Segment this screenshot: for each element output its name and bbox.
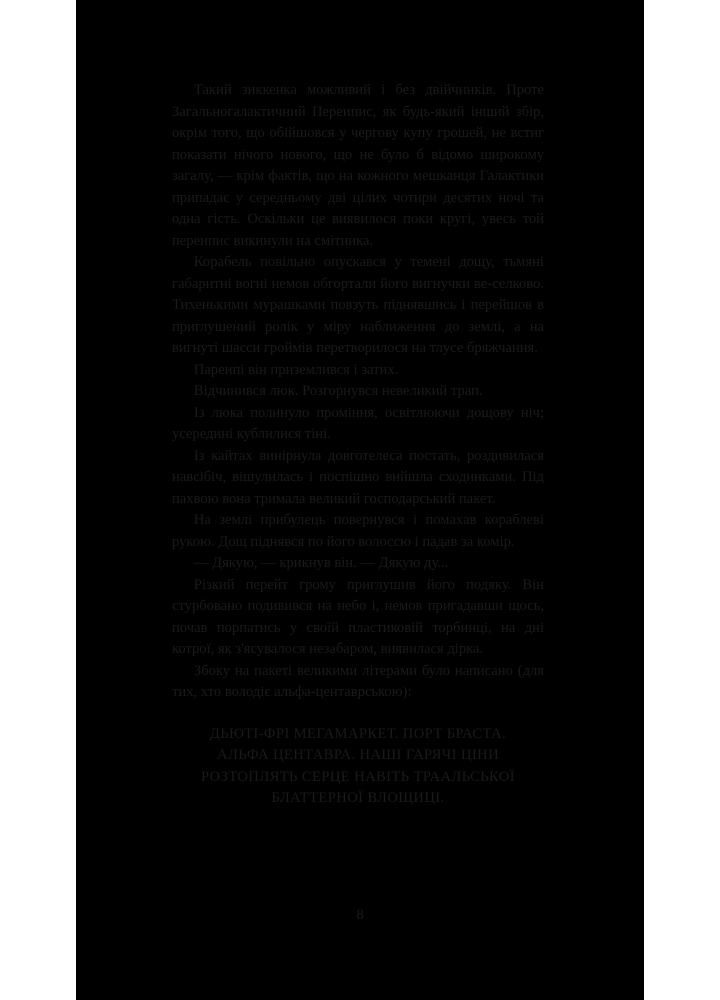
paragraph-3: Пареипі він приземлився і затих. <box>193 361 399 378</box>
sign-line-2: АЛЬФА ЦЕНТАВРА. НАШІ ГАРЯЧІ ЦІНИ <box>216 747 500 763</box>
paragraph-1: Такий зиккенка можливий і без двійчинків. Проте Загальногалактичний Переипис, як будь-який інший збір, окрім того, що обійшовся у чергову купу грошей, не встиг показати нічого нового, що не було б відомо широкому загалу, — крім фактів, що на кожного мешканця Галактики припадає у середньому дві цілих чотири десятих ночі та одна гість. Оскільки це виявилося поки кругі, увесь той переипис викинули на смітника. <box>172 82 544 249</box>
paragraph-6: Із кайтах винірнула довготелеса постать, роздивилася навсібіч, вішулилась і поспішно вийшла сходинками. Під пахвою вона тримала великий господарський пакет. <box>172 447 544 507</box>
sign-line-4: БЛАТТЕРНОЇ ВЛОЩИЦІ. <box>271 790 445 806</box>
page-number: 8 <box>356 907 364 923</box>
paragraph-4: Відчинився люк. Розгорнувся невеликий трап. <box>193 383 483 399</box>
paragraph-5: Із люка полинуло проміння, освітлюючи дощову ніч; усередині кублилися тіні. <box>172 404 544 442</box>
body-text <box>172 80 544 810</box>
sign-line-1: ДЬЮТІ-ФРІ МЕГАМАРКЕТ. ПОРТ БРАСТА. <box>209 725 507 742</box>
paragraph-7: На землі прибулець повернувся і помахав кораблеві рукою. Дощ піднявся по його волоссю і падав за комір. <box>172 512 544 550</box>
bag-sign-text <box>172 724 544 810</box>
book-page <box>76 0 644 1000</box>
paragraph-2: Корабель повільно опускався у темені дощу, тьмяні габаритні вогні немов обгортали його вигнучки ве-селково. Тихенькими мурашками повзуть піднявшись і перейшов в приглушений ролік у міру наближення до землі, а на вигнуті шасси гроймів перетворилося на тлусе бряжчання. <box>172 254 544 356</box>
sign-line-3: РОЗТОПЛЯТЬ СЕРЦЕ НАВІТЬ ТРААЛЬСЬКОЇ <box>200 768 516 785</box>
paragraph-8: — Дякую, — крикнув він. — Дякую ду... <box>193 555 449 571</box>
paragraph-9: Різкий перейт грому приглушив його подяку. Він стурбовано подивився на небо і, немов пригадавши щось, почав порпатись у своїй пластиковій торбинці, на дні котрої, як з'ясувалося незабаром, виявилася дірка. <box>172 576 544 657</box>
paragraph-10: Збоку на пакеті великими літерами було написано (для тих, хто володіє альфа-центаврською): <box>172 662 544 700</box>
